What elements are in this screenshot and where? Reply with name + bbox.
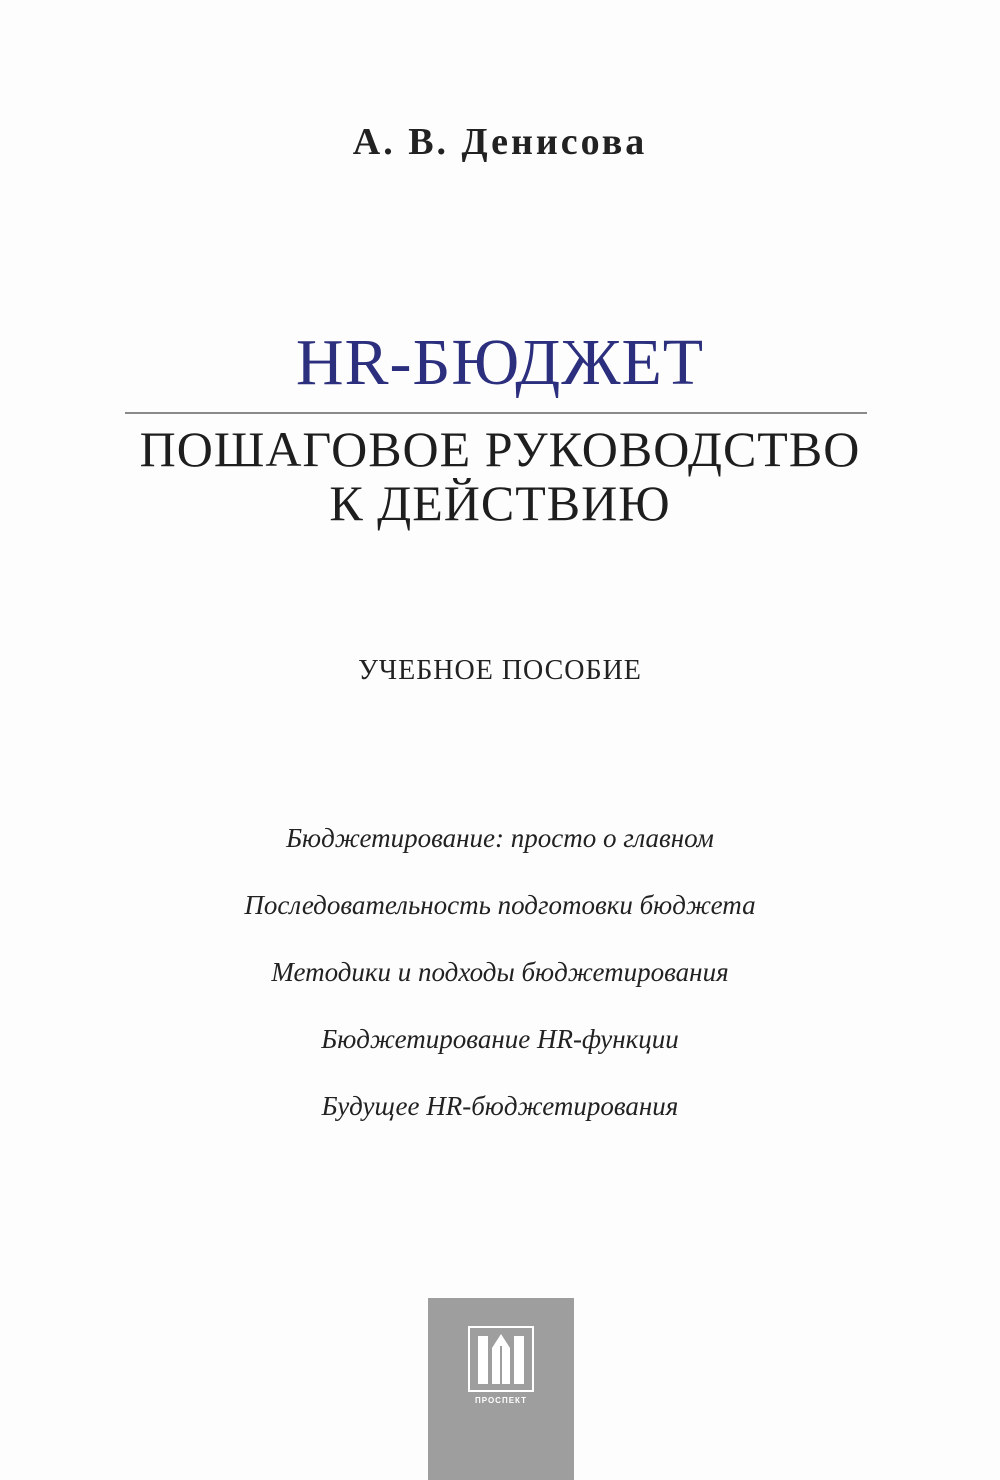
- subtitle-line-1: ПОШАГОВОЕ РУКОВОДСТВО: [139, 421, 861, 477]
- title-divider: [125, 412, 867, 414]
- topic-item: Методики и подходы бюджетирования: [271, 957, 729, 987]
- topics-list: [0, 820, 1000, 1155]
- prospekt-building-icon: [468, 1326, 534, 1392]
- book-title: HR-БЮДЖЕТ: [295, 326, 705, 399]
- topic-item: Последовательность подготовки бюджета: [244, 890, 756, 920]
- topic-item: Бюджетирование: просто о главном: [286, 823, 714, 853]
- publisher-name: ПРОСПЕКТ: [474, 1396, 528, 1405]
- book-subtitle: [0, 422, 1000, 530]
- author-name: А. В. Денисова: [352, 121, 648, 163]
- publisher-logo-block: [428, 1298, 574, 1480]
- publication-type: УЧЕБНОЕ ПОСОБИЕ: [358, 655, 642, 686]
- topic-item: Будущее HR-бюджетирования: [321, 1091, 679, 1121]
- subtitle-line-2: К ДЕЙСТВИЮ: [329, 475, 671, 531]
- topic-item: Бюджетирование HR-функции: [321, 1024, 679, 1054]
